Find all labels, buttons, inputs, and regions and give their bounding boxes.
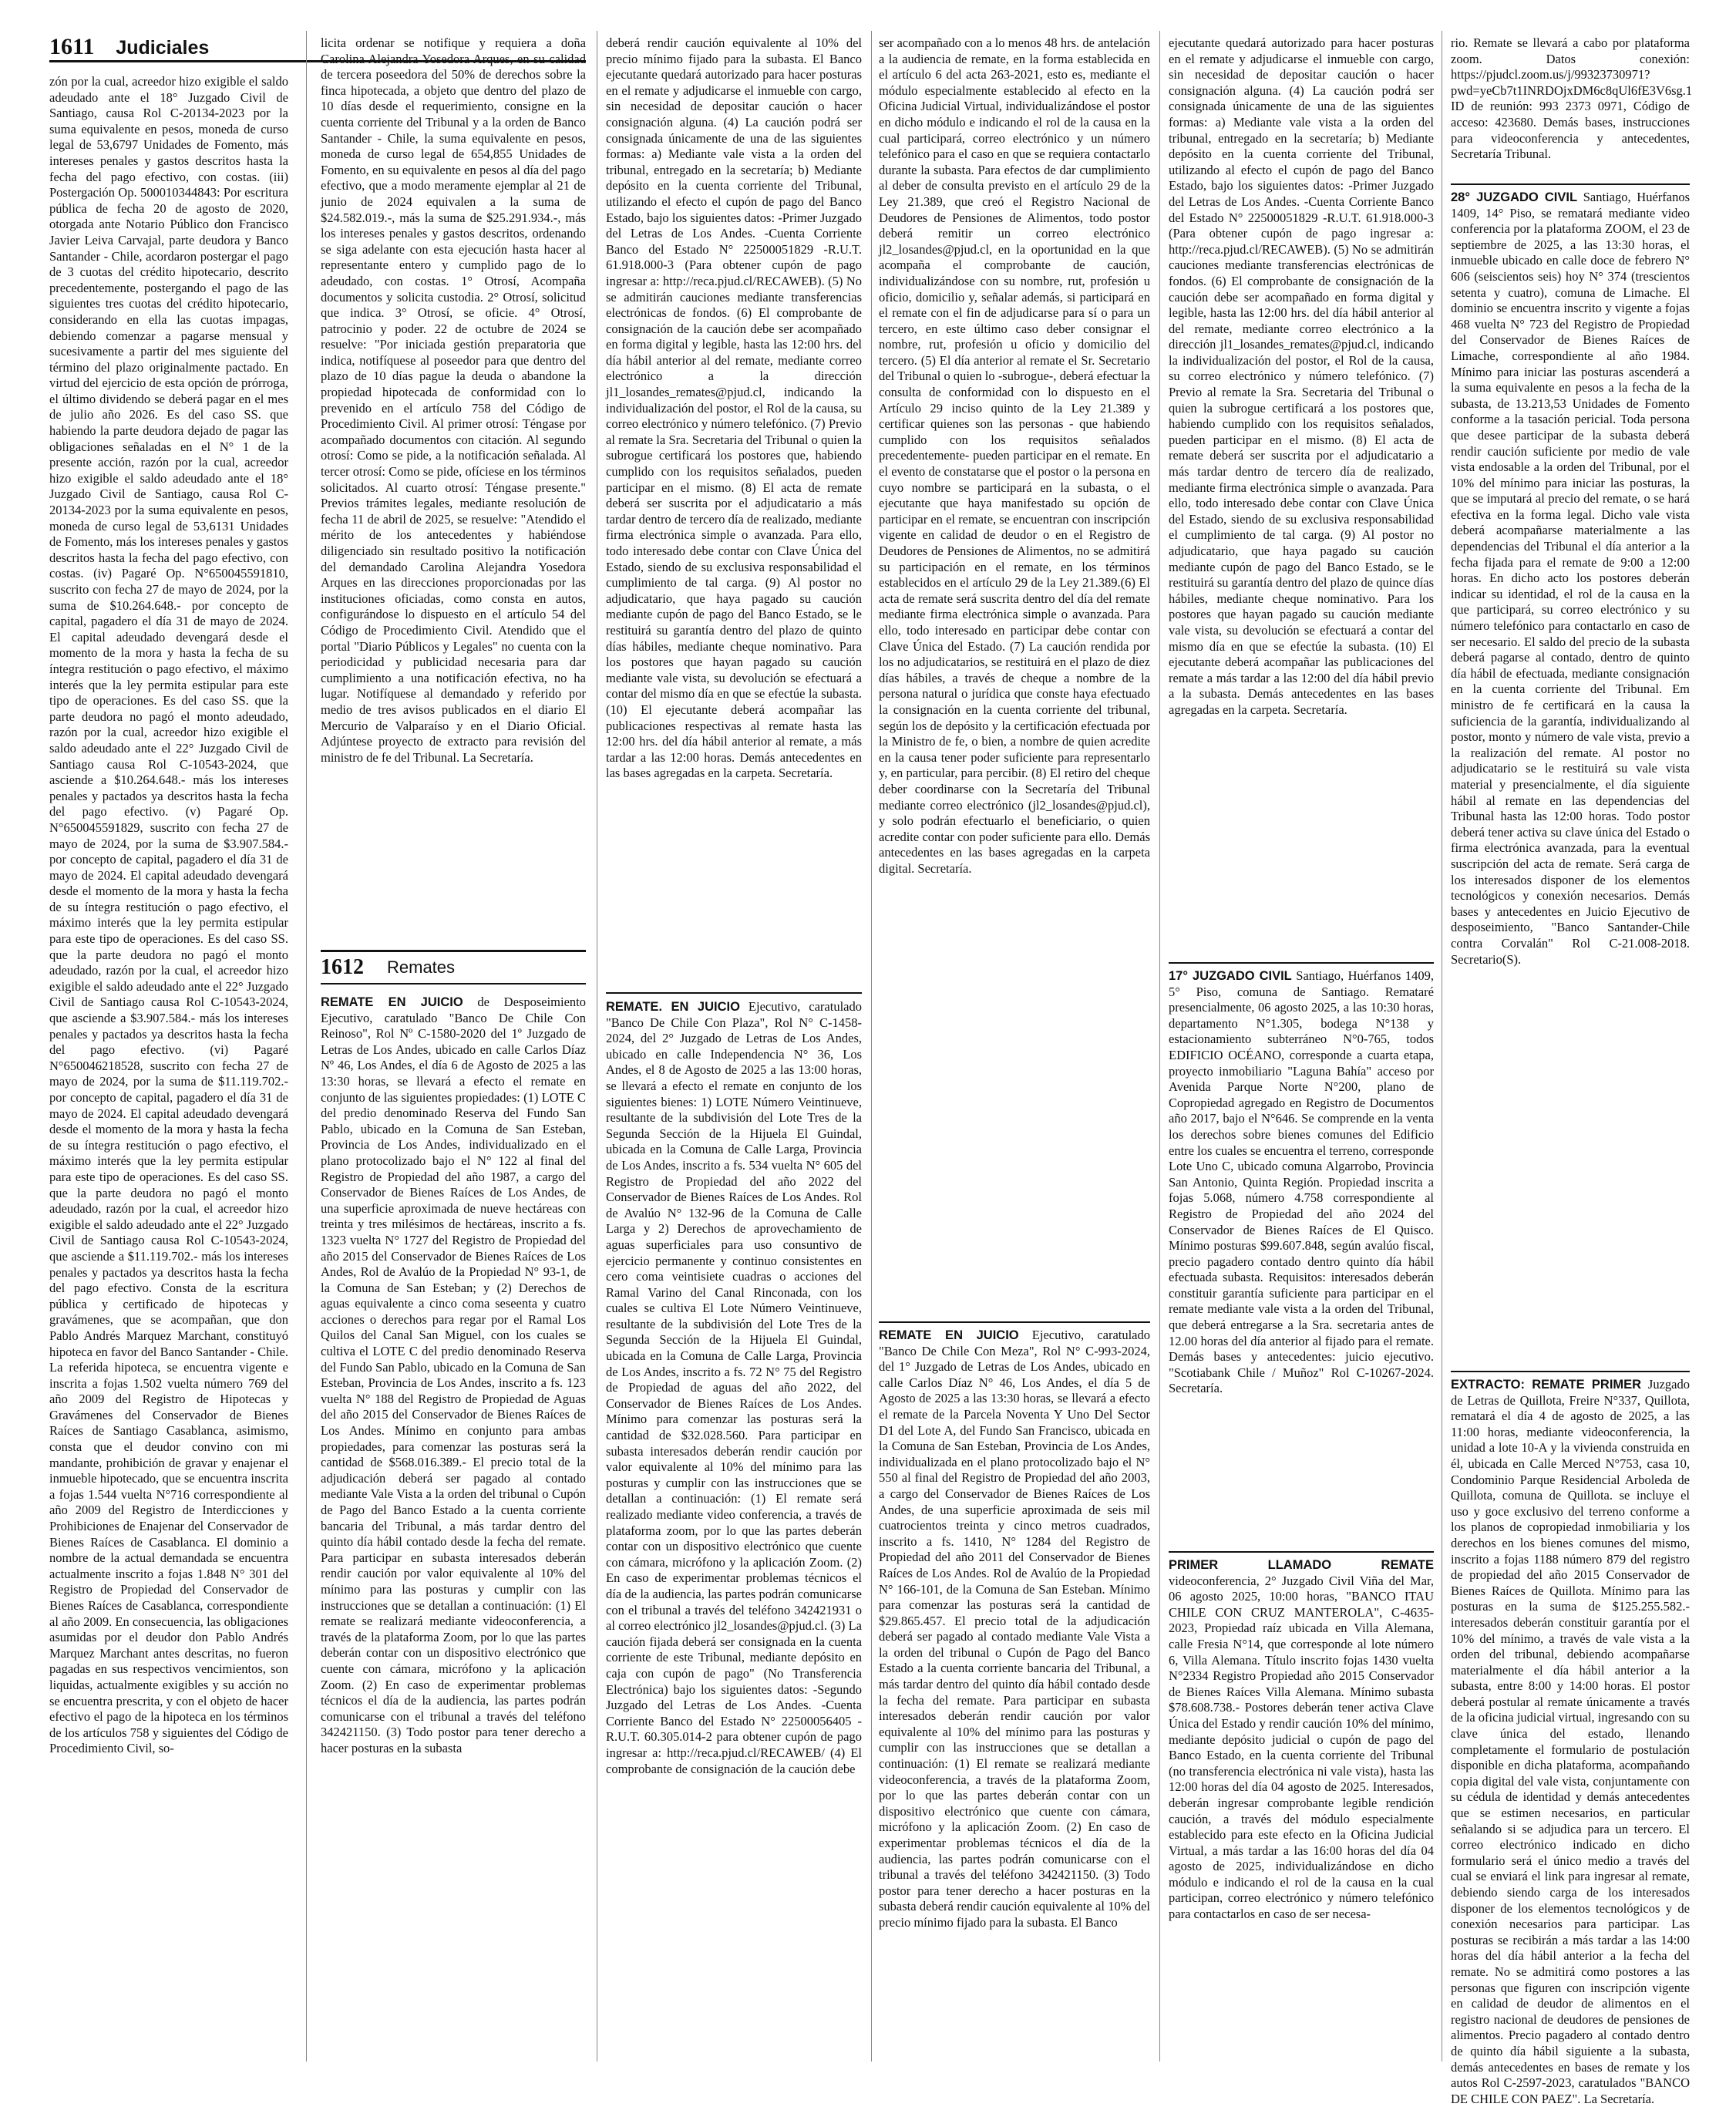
notice-28-juzgado — [1451, 190, 1690, 968]
notice-body: videoconferencia, 2° Juzgado Civil Viña del Mar, 06 agosto 2025, 10:00 horas, "BANCO ITAU CHILE CON CRUZ MANTEROLA", C-4635-2023, Propiedad raíz ubicada en Villa Alemana, calle Fresia N°14, que corresponde al lote número 6, Villa Alemana. Título inscrito fojas 1430 vuelta N°2334 Registro Propiedad año 2015 Conservador de Bienes Raíces Villa Alemana. Mínimo subasta $78.608.738.- Postores deberán tener activa Clave Única del Estado y rendir caución 10% del mínimo, mediante depósito judicial o cupón de pago del Banco Estado, en la cuenta corriente del Tribunal (no transferencia electrónica ni vale vista), hasta las 12:00 horas del día 04 agosto de 2025. Interesados, deberán ingresar comprobante legible rendición caución, a través del módulo especialmente establecido para este efecto en la Oficina Judicial Virtual, a más tardar a las 16:00 horas del día 04 agosto de 2025, individualizándose en dicho módulo e indicando el rol de la causa en la cual participan, correo electrónico y número telefónico para contactarlos en caso de ser necesa- — [1169, 1573, 1434, 1922]
notice-lead: 17° JUZGADO CIVIL — [1169, 969, 1292, 983]
notice-divider — [1451, 1371, 1690, 1372]
notice-text: deberá rendir caución equivalente al 10% del precio mínimo fijado para la subasta. El Banco ejecutante quedará autorizado para hacer posturas en el remate y adjudicarse el inmueble con cargo, sin necesidad de depositar caución o hacer consignación alguna. (4) La caución podrá ser consignada únicamente de una de las siguientes formas: a) Mediante vale vista a la orden del tribunal, entregado en la secretaría; b) Mediante depósito en la cuenta corriente del Tribunal, utilizando el efecto el cupón de pago del Banco Estado, bajo los siguientes datos: -Primer Juzgado del Letras de Los Andes. -Cuenta Corriente Banco del Estado N° 22500051829 -R.U.T. 61.918.000-3 (Para obtener cupón de pago ingresar a: http://reca.pjud.cl/RECAWEB). (5) No se admitirán cauciones mediante transferencias electrónicas de fondos. (6) El comprobante de consignación de la caución debe ser acompañado en forma digital y legible, hasta las 12:00 hrs. del día hábil anterior al del remate, mediante correo electrónico a la dirección jl1_losandes_remates@pjud.cl, indicando la individualización del postor, el Rol de la causa, su correo electrónico y número telefónico. (7) Previo al remate la Sra. Secretaria del Tribunal o quien la subrogue certificará los postores que, habiendo cumplido con los requisitos señalados, pueden participar en el mismo. (8) El acta de remate deberá ser suscrita por el adjudicatario a más tardar dentro de tercero día de realizado, mediante firma electrónica simple o avanzada. Para ello, todo interesado debe contar con Clave Única del Estado, siendo de su exclusiva responsabilidad el cumplimiento de tal carga. (9) Al postor no adjudicatario, que haya pagado su caución mediante cupón de pago del Banco Estado, se le restituirá su garantía dentro del plazo de quinto días hábiles, mediante cheque nominativo. Para los postores que hayan pagado su caución mediante vale vista, su devolución se efectuará a contar del mismo día en que se efectúe la subasta. (10) El ejecutante deberá acompañar las publicaciones respectivas al remate hasta las 12:00 hrs. del día hábil anterior al remate, a más tardar a las 12:00 horas. Demás antecedentes en las bases agregadas en la carpeta. Secretaría. — [606, 35, 862, 781]
notice-text: rio. Remate se llevará a cabo por plataforma zoom. Datos conexión: https://pjudcl.zoom.us/j/99323730971?pwd=yeCb7t1INRDOjxDM6c8qUl6fE3V6sg.1 ID de reunión: 993 2373 0971, Código de acceso: 423680. Demás bases, instrucciones para videoconferencia y antecedentes, Secretaría Tribunal. — [1451, 35, 1693, 162]
notice-divider — [1169, 962, 1434, 964]
notice-text: zón por la cual, acreedor hizo exigible el saldo adeudado ante el 18° Juzgado Civil de Santiago, causa Rol C-20134-2023 por la suma equivalente en pesos, moneda de curso legal de 53,6797 Unidades de Fomento, más intereses penales y gastos descritos hasta la fecha del pago efectivo, con costas. (iii) Postergación Op. 500010344843: Por escritura pública de fecha 20 de agosto de 2020, otorgada ante Notario Público don Francisco Javier Leiva Carvajal, parte deudora y Banco Santander - Chile, acordaron postergar el pago de 3 cuotas del crédito hipotecario, descrito precedentemente, postergando el pago de las siguientes tres cuotas del crédito hipotecario, considerando en ella las cuotas impagas, debiendo comenzar a pagarse mensual y sucesivamente a partir del mes siguiente del término del plazo originalmente pactado. En virtud del ejercicio de esta opción de prórroga, el último dividendo se deberá pagar en el mes de julio año 2026. Es del caso SS. que habiendo la parte deudora dejado de pagar las obligaciones señaladas en el N° 1 de la presente acción, razón por la cual, acreedor hizo exigible el saldo adeudado ante el 18° Juzgado Civil de Santiago, causa Rol C-20134-2023 por la suma equivalente en pesos, moneda de curso legal de 53,6131 Unidades de Fomento, más los intereses penales y gastos descritos hasta la fecha del pago efectivo, con costas. (iv) Pagaré Op. N°650045591810, suscrito con fecha 27 de mayo de 2024, por la suma de $10.264.648.- por concepto de capital, pagadero el día 31 de mayo de 2024. El capital adeudado devengará desde el momento de la mora y hasta la fecha de su íntegra restitución o pago efectivo, el máximo interés que la ley permita estipular para este tipo de operaciones. Es del caso SS. que la parte deudora no pagó el monto adeudado, razón por la cual, acreedor hizo exigible el saldo adeudado ante el 22° Juzgado Civil de Santiago causa Rol C-10543-2024, que asciende a $10.264.648.- más los intereses penales y pactados ya descritos hasta la fecha del pago efectivo. (v) Pagaré Op. N°650045591829, suscrito con fecha 27 de mayo de 2024, por la suma de $3.907.584.- por concepto de capital, pagadero el día 31 de mayo de 2024. El capital adeudado devengará desde el momento de la mora y hasta la fecha de su íntegra restitución o pago efectivo, el máximo interés que la ley permita estipular para este tipo de operaciones. Es del caso SS. que la parte deudora no pagó el monto adeudado, razón por la cual, el acreedor hizo exigible el saldo adeudado ante el 22° Juzgado Civil de Santiago causa Rol C-10543-2024, que asciende a $3.907.584.- más los intereses penales y pactados ya descritos hasta la fecha del pago efectivo. (vi) Pagaré N°650046218528, suscrito con fecha 27 de mayo de 2024, por la suma de $11.119.702.- por concepto de capital, pagadero el día 31 de mayo de 2024. El capital adeudado devengará desde el momento de la mora y hasta la fecha de su íntegra restitución o pago efectivo, el máximo interés que la ley permita estipular para este tipo de operaciones. Es del caso SS. que la parte deudora no pagó el monto adeudado, razón por la cual, el acreedor hizo exigible el saldo adeudado ante el 22° Juzgado Civil de Santiago causa Rol C-10543-2024, que asciende a $11.119.702.- más los intereses penales y pactados ya descritos hasta la fecha del pago efectivo. Consta de la escritura pública y certificado de hipotecas y gravámenes, que se acompañan, que don Pablo Andrés Marquez Marchant, constituyó hipoteca en favor del Banco Santander - Chile. La referida hipoteca, se encuentra vigente e inscrita a fojas 1.502 vuelta número 769 del año 2009 del Registro de Hipotecas y Gravámenes del Conservador de Bienes Raíces de Santiago Casablanca, asimismo, consta que el deudor convino con mi mandante, prohibición de gravar y enajenar el inmueble hipotecado, que se encuentra inscrita a fojas 1.544 vuelta N°716 correspondiente al año 2009 del Registro de Interdicciones y Prohibiciones de Enajenar del Conservador de Bienes Raíces de Casablanca. El dominio a nombre de la actual demandada se encuentra actualmente inscrito a fojas 1.848 N° 301 del Registro de Propiedad del Conservador de Bienes Raíces de Casablanca, correspondiente al año 2009. En consecuencia, las obligaciones asumidas por el deudor don Pablo Andrés Marquez Marchant antes descritas, no fueron pagadas en sus respectivos vencimientos, son liquidas, actualmente exigibles y su acción no se encuentra prescrita, y con el objeto de hacer efectivo el pago de la hipoteca en los términos de los artículos 758 y siguientes del Código de Procedimiento Civil, so- — [49, 74, 288, 1756]
notice-remate-meza — [879, 1328, 1150, 1931]
column-5 — [1169, 35, 1434, 957]
notice-lead: PRIMER LLAMADO REMATE — [1169, 1558, 1434, 1572]
page-number: 1612 — [321, 955, 364, 979]
notice-primer-llamado — [1169, 1557, 1434, 1923]
page-number: 1611 — [49, 34, 95, 59]
notice-body: Santiago, Huérfanos 1409, 14° Piso, se rematará mediante video conferencia por la plataforma ZOOM, el 23 de septiembre de 2025, a las 13:30 horas, el inmueble ubicado en calle doce de febrero N° 606 (seiscientos seis) hoy N° 374 (trescientos setenta y cuatro), comuna de Limache. El dominio se encuentra inscrito y vigente a fojas 468 vuelta N° 723 del Registro de Propiedad del Conservador de Bienes Raíces de Limache, correspondiente al año 1984. Mínimo para iniciar las posturas ascenderá a la suma equivalente en pesos a la fecha de la subasta, de 13.213,53 Unidades de Fomento conforme a la tasación pericial. Toda persona que desee participar de la subasta deberá rendir caución suficiente por medio de vale vista endosable a la orden del Tribunal, por el 10% del mínimo para iniciar las posturas, la que se imputará al precio del remate, o se hará efectiva en la forma legal. Dicho vale vista deberá acompañarse materialmente a las dependencias del Tribunal el día anterior a la fecha fijada para el remate de 9:00 a 12:00 horas. En dicho acto los postores deberán indicar su identidad, el rol de la causa en la que participará, su correo electrónico y su número telefónico para contactarlo en caso de ser necesario. El saldo del precio de la subasta deberá pagarse al contado, dentro de quinto día hábil de efectuada, mediante consignación en la cuenta corriente del Tribunal. Em ministro de fe certificará en la causa la suficiencia de la garantía, individualizando al postor, monto y número de vale vista, previo a la realización del remate. Al postor no adjudicatario se le restituirá su vale vista material y presencialmente, el día siguiente hábil al remate en las dependencias del Tribunal hasta las 12:00 horas. Todo postor deberá tener activa su clave única del Estado o firma electrónica avanzada, para la eventual suscripción del acta de remate. Será carga de los interesados disponer de los elementos tecnológicos y conexión necesarios. Demás bases y antecedentes en Juicio Ejecutivo de desposeimiento, "Banco Santander-Chile contra Corvalán" Rol C-21.008-2018. Secretario(S). — [1451, 190, 1690, 967]
notice-divider — [1169, 1551, 1434, 1553]
notice-body: Ejecutivo, caratulado "Banco De Chile Con Meza", Rol N° C-993-2024, del 1° Juzgado de Letras de Los Andes, ubicado en calle Carlos Díaz N° 46, Los Andes, el día 5 de Agosto de 2025 a las 13:30 horas, se llevará a efecto el remate de la Parcela Noventa Y Uno Del Sector D1 del Lote A, del Fundo San Francisco, ubicada en la Comuna de San Esteban, Provincia de Los Andes, individualizada en el plano protocolizado bajo el N° 550 al final del Registro de Propiedad del año 2003, a cargo del Conservador de Bienes Raíces de Los Andes, de una superficie aproximada de seis mil cuatrocientos treinta y cinco metros cuadrados, inscrito a fs. 1410, N° 1284 del Registro de Propiedad del año 2011 del Conservador de Bienes Raíces de Los Andes. Rol de Avalúo de la Propiedad N° 166-101, de la Comuna de San Esteban. Mínimo para comenzar las posturas será la cantidad de $29.865.457. El precio total de la adjudicación deberá ser pagado al contado mediante Vale Vista a la orden del tribunal o Cupón de Pago del Banco Estado a la cuenta corriente bancaria del Tribunal, a más tardar dentro del quinto día hábil contado desde la fecha del remate. Para participar en subasta interesados deberán rendir caución por valor equivalente al 10% del mínimo para las posturas y cumplir con las instrucciones que se detallan a continuación: (1) El remate se realizará mediante videoconferencia, a través de la plataforma Zoom, por lo que las partes deberán contar con un dispositivo electrónico que cuente con cámara, micrófono y la aplicación Zoom. (2) En caso de experimentar problemas técnicos el día de la audiencia, las partes podrán comunicarse con el tribunal a través del teléfono 342421150. (3) Todo postor para tener derecho a hacer posturas en la subasta deberá rendir caución equivalente al 10% del precio mínimo fijado para la subasta. El Banco — [879, 1328, 1151, 1930]
notice-body: de Desposeimiento Ejecutivo, caratulado "Banco De Chile Con Reinoso", Rol Nº C-1580-2020 del 1º Juzgado de Letras de Los Andes, ubicado en calle Carlos Díaz Nº 46, Los Andes, el día 6 de Agosto de 2025 a las 13:30 horas, se llevará a efecto el remate en conjunto de las siguientes propiedades: (1) LOTE C del predio denominado Reserva del Fundo San Pablo, ubicado en la Comuna de San Esteban, Provincia de Los Andes, individualizado en el plano protocolizado bajo el N° 122 al final del Registro de Propiedad del año 1987, a cargo del Conservador de Bienes Raíces de Los Andes, de una superficie aproximada de nueve hectáreas con treinta y tres milésimos de hectáreas, inscrito a fs. 1323 vuelta N° 1727 del Registro de Propiedad del año 2015 del Conservador de Bienes Raíces de Los Andes, Rol de Avalúo de la Propiedad N° 93-1, de la Comuna de San Esteban; y (2) Derechos de aguas equivalente a cinco coma seseenta y cuatro acciones o derechos para regar por el Ramal Los Quilos del Canal San Miguel, con los cuales se cultiva el LOTE C del predio denominado Reserva del Fundo San Pablo, ubicado en la Comuna de San Esteban, Provincia de Los Andes, inscrito a fs. 123 vuelta N° 188 del Registro de Propiedad de Aguas del año 2015 del Conservador de Bienes Raíces de Los Andes. Mínimo en conjunto para ambas propiedades, para comenzar las posturas será la cantidad de $568.016.389.- El precio total de la adjudicación deberá ser pagado al contado mediante Vale Vista a la orden del tribunal o Cupón de Pago del Banco Estado a la cuenta corriente bancaria del Tribunal, a más tardar dentro del quinto día hábil contado desde la fecha del remate. Para participar en subasta interesados deberán rendir caución por valor equivalente al 10% del mínimo para las posturas y cumplir con las instrucciones que se detallan a continuación: (1) El remate se realizará mediante videoconferencia, a través de la plataforma Zoom, por lo que las partes deberán contar con un dispositivo electrónico que cuente con cámara, micrófono y la aplicación Zoom. (2) En caso de experimentar problemas técnicos el día de la audiencia, las partes podrán comunicarse con el tribunal a través del teléfono 342421150. (3) Todo postor para tener derecho a hacer posturas en la subasta — [321, 995, 586, 1755]
notice-lead: REMATE EN JUICIO — [879, 1328, 1019, 1342]
column-3-remate-plaza — [606, 999, 862, 2062]
notice-text: ser acompañado con a lo menos 48 hrs. de antelación a la audiencia de remate, en la forma establecida en el artículo 6 del acta 263-2021, esto es, mediante el módulo especialmente establecido al efecto en la Oficina Judicial Virtual, individualizándose el postor en dicho módulo e indicando el rol de la causa en la cual participará, correo electrónico y un número telefónico para el caso en que se requiera contactarlo durante la subasta. Para efectos de dar cumplimiento al deber de consulta previsto en el artículo 29 de la Ley 21.389, que creó el Registro Nacional de Deudores de Pensiones de Alimentos, todo postor deberá remitir un correo electrónico jl2_losandes@pjud.cl, en la oportunidad en la que acompaña el comprobante de caución, individualizándose con su nombre, rut, profesión u oficio, domicilio y, señalar además, si participará en el remate con el fin de adjudicarse para sí o para un tercero, en este último caso deber consignar el nombre, rut, profesión u oficio y domicilio del tercero. (5) El día anterior al remate el Sr. Secretario del Tribunal o quien lo -subrogue-, deberá efectuar la consulta de conformidad con lo dispuesto en el Artículo 29 inciso quinto de la Ley 21.389 y certificar quienes son las personas - que habiendo cumplido con los requisitos señalados precedentemente- pueden participar en el remate. En el evento de constatarse que el postor o la persona en cuyo nombre se participará en la subasta, o el ejecutante que haya manifestado su opción de participar en el remate, se encuentran con inscripción vigente en calidad de deudor o en el Registro de Deudores de Pensiones de Alimentos, no se admitirá su participación en el remate, en los términos establecidos en el artículo 29 de la Ley 21.389.(6) El acta de remate será suscrita dentro del día del remate mediante firma electrónica simple o avanzada. Para ello, todo interesado en participar debe contar con Clave Única del Estado. (7) La caución rendida por los no adjudicatarios, se restituirá en el plazo de diez días hábiles, a través de cheque a nombre de la persona natural o jurídica que conste haya efectuado la consignación en la cuenta corriente del tribunal, según los de depósito y la certificación efectuada por la Ministro de fe, o bien, a nombre de quien acredite en la causa tener poder suficiente para representarlo y, en particular, para percibir. (8) El retiro del cheque deber coordinarse con la Secretaría del Tribunal mediante correo electrónico (jl2_losandes@pjud.cl), y solo podrán efectuarlo el beneficiario, o quien acredite contar con poder suficiente para ello. Demás antecedentes en las bases agregadas en la carpeta digital. Secretaría. — [879, 35, 1150, 876]
column-5-primer-llamado — [1169, 1557, 1434, 2062]
notice-remate-plaza — [606, 999, 862, 1777]
column-1 — [49, 74, 288, 2062]
notice-lead: 28° JUZGADO CIVIL — [1451, 190, 1578, 204]
column-divider — [1159, 31, 1160, 2062]
notice-remate-reinoso — [321, 995, 586, 1757]
section-title: Remates — [387, 958, 456, 977]
column-2-remates — [321, 995, 586, 2062]
notice-lead: EXTRACTO: REMATE PRIMER — [1451, 1378, 1642, 1392]
notice-text: ejecutante quedará autorizado para hacer posturas en el remate y adjudicarse el inmueble con cargo, sin necesidad de depositar caución o hacer consignación alguna. (4) La caución podrá ser consignada únicamente de una de las siguientes formas: a) Mediante vale vista a la orden del tribunal, entregado en la secretaría; b) Mediante depósito en la cuenta corriente del Tribunal, utilizando al efecto el cupón de pago del Banco Estado, bajo los siguientes datos: -Primer Juzgado del Letras de Los Andes. -Cuenta Corriente Banco del Estado N° 22500051829 -R.U.T. 61.918.000-3 (Para obtener cupón de pago ingresar a: http://reca.pjud.cl/RECAWEB). (5) No se admitirán cauciones mediante transferencias electrónicas de fondos. (6) El comprobante de consignación de la caución debe ser acompañado en forma digital y legible, hasta las 12:00 hrs. del día hábil anterior al del remate, mediante correo electrónico a la dirección jl1_losandes_remates@pjud.cl, indicando la individualización del postor, el Rol de la causa, su correo electrónico y número telefónico. (7) Previo al remate la Sra. Secretaria del Tribunal o quien la subrogue certificará a los postores que, habiendo cumplido con los requisitos señalados, pueden participar en el mismo. (8) El acta de remate deberá ser suscrita por el adjudicatario a más tardar dentro de tercero día de realizado, mediante firma electrónica simple o avanzada. Para ello, todo interesado debe contar con Clave Única del Estado, siendo de su exclusiva responsabilidad el cumplimiento de tal carga. (9) Al postor no adjudicatario, que haya pagado su caución mediante cupón de pago del Banco Estado, se le restituirá su garantía dentro del plazo de quince días hábiles, mediante cheque nominativo. Para los postores que hayan pagado su caución mediante vale vista, su devolución se efectuará a contar del mismo día en que se efectúe la subasta. (10) El ejecutante deberá acompañar las publicaciones del remate a más tardar a las 12:00 del día hábil previo a la subasta. Demás antecedentes en las bases agregadas en la carpeta. Secretaría. — [1169, 35, 1434, 717]
notice-divider — [606, 992, 862, 994]
column-4 — [879, 35, 1150, 1315]
notice-divider — [879, 1321, 1150, 1323]
section-header-remates — [321, 950, 586, 985]
notice-divider — [1451, 183, 1690, 185]
column-5-17-juzgado — [1169, 968, 1434, 1539]
column-divider — [306, 31, 307, 2062]
column-6-28-juzgado — [1451, 190, 1690, 1361]
notice-lead: REMATE EN JUICIO — [321, 995, 463, 1009]
column-6 — [1451, 35, 1693, 182]
notice-text: licita ordenar se notifique y requiera a doña Carolina Alejandra Yosedora Arques, en su calidad de tercera poseedora del 50% de derechos sobre la finca hipotecada, a objeto que dentro del plazo de 10 días desde el requerimiento, consigne en la cuenta corriente del Tribunal y a la orden de Banco Santander - Chile, la suma equivalente en pesos, moneda de curso legal de 654,855 Unidades de Fomento, en su equivalente en pesos al día del pago efectivo, que a modo meramente ejemplar al 21 de junio de 2024 equivalen a la suma de $24.582.019.-, más la suma de $25.291.934.-, más los intereses penales y gastos descritos, ordenando se siga adelante con esta ejecución hasta hacer al representante entero y cumplido pago de lo adeudado, con costas. 1° Otrosí, Acompaña documentos y solicita custodia. 2° Otrosí, solicitud que indica. 3° Otrosí, se oficie. 4° Otrosí, patrocinio y poder. 22 de octubre de 2024 se resuelve: "Por iniciada gestión preparatoria que indica, notifíquese al poseedor para que dentro del plazo de 10 días pague la deuda o abandone la propiedad hipotecada de conformidad con lo prevenido en el artículo 758 del Código de Procedimiento Civil. Al primer otrosí: Téngase por acompañado documentos con citación. Al segundo otrosí: Como se pide, a la notificación señalada. Al tercer otrosí: Como se pide, ofíciese en los términos solicitados. Al cuarto otrosí: Téngase presente." Previos trámites legales, mediante resolución de fecha 11 de abril de 2025, se resuelve: "Atendido el mérito de los antecedentes y habiéndose diligenciado sin resultado positivo la notificación del demandado Carolina Alejandra Yosedora Arques en las direcciones proporcionadas por las instituciones oficiadas, como consta en autos, configurándose lo dispuesto en el artículo 54 del Código de Procedimiento Civil. Atendido que el portal "Diario Públicos y Legales" no cuenta con la periodicidad y publicidad necesaria para dar cumplimiento a una notificación efectiva, no ha lugar. Notifíquese al demandado y referido por medio de tres avisos publicados en el diario El Mercurio de Valparaíso y en el Diario Oficial. Adjúntese proyecto de extracto para revisión del ministro de fe del Tribunal. La Secretaría. — [321, 35, 586, 765]
column-divider — [871, 31, 872, 2062]
column-4-remate-meza — [879, 1328, 1150, 2062]
notice-quillota — [1451, 1377, 1690, 2107]
notice-body: Ejecutivo, caratulado "Banco De Chile Con Plaza", Rol N° C-1458-2024, del 2° Juzgado de Letras de Los Andes, ubicado en calle Independencia N° 36, Los Andes, el 8 de Agosto de 2025 a las 13:00 horas, se llevará a efecto el remate en conjunto de los siguientes bienes: 1) LOTE Número Veintinueve, resultante de la subdivisión del Lote Tres de la Segunda Sección de la Hijuela El Guindal, ubicada en la Comuna de Calle Larga, Provincia de Los Andes, inscrito a fs. 534 vuelta N° 605 del Registro de Propiedad del año 2022 del Conservador de Bienes Raíces de Los Andes. Rol de Avalúo N° 132-96 de la Comuna de Calle Larga y 2) Derechos de aprovechamiento de aguas superficiales para uso consuntivo de ejercicio permanente y continuo consistentes en cero coma veintisiete cuadras o acciones del Ramal Varino del Canal Rinconada, con los cuales se cultiva El Lote Número Veintinueve, resultante de la subdivisión del Lote Tres de la Segunda Sección de la Hijuela El Guindal, ubicada en la Comuna de Calle Larga, Provincia de Los Andes, inscrito a fs. 72 N° 75 del Registro de Propiedad de aguas del año 2022, del Conservador de Bienes Raíces de Los Andes. Mínimo para comenzar las posturas será la cantidad de $32.028.560. Para participar en subasta interesados deberán rendir caución por valor equivalente al 10% del mínimo para las posturas y cumplir con las instrucciones que se detallan a continuación: (1) El remate será realizado mediante video conferencia, a través de plataforma zoom, por lo que las partes deberán contar con un dispositivo electrónico que cuente con cámara, micrófono y la aplicación Zoom. (2) En caso de experimentar problemas técnicos el día de la audiencia, las partes podrán comunicarse con el tribunal a través del teléfono 342421931 o al correo electrónico jl2_losandes@pjud.cl. (3) La caución fijada deberá ser consignada en la cuenta corriente de este Tribunal, mediante depósito en caja con cupón de pago" (No Transferencia Electrónica) bajo los siguientes datos: -Segundo Juzgado del Letras de Los Andes. -Cuenta Corriente Banco del Estado N° 22500056405 - R.U.T. 60.305.014-2 para obtener cupón de pago ingresar a: http://reca.pjud.cl/RECAWEB/ (4) El comprobante de consignación de la caución debe — [606, 999, 862, 1776]
notice-body: Juzgado de Letras de Quillota, Freire N°337, Quillota, rematará el día 4 de agosto de 2025, a las 11:00 horas, mediante videoconferencia, la unidad a lote 10-A y la vivienda construida en él, ubicada en Calle Merced N°753, casa 10, Condominio Parque Residencial Arboleda de Quillota, comuna de Quillota. se incluye el uso y goce exclusivo del terreno conforme a los planos de copropiedad inmobiliaria y los derechos en los bienes comunes del mismo, inscrito a fojas 1188 número 879 del registro de propiedad del año 2015 Conservador de Bienes Raíces de Quillota. Mínimo para las posturas en la suma de $125.255.582.- interesados deberán constituir garantía por el 10% del mínimo, a través de vale vista a la orden del tribunal, debiendo acompañarse materialmente el día hábil anterior a la subasta, entre 8:00 y 14:00 horas. El postor deberá postular al remate únicamente a través de la oficina judicial virtual, ingresando con su clave única del estado, llenando completamente el formulario de postulación disponible en dicha plataforma, acompañando copia digital del vale vista, conjuntamente con su cédula de identidad y demás antecedentes que se estimen necesarios, en particular señalando si se adjudica para un tercero. El correo electrónico indicado en dicho formulario será el único medio a través del cual se enviará el link para ingresar al remate, debiendo siendo carga de los interesados disponer de los elementos tecnológicos y de conexión necesarios para participar. Las posturas se recibirán a más tardar a las 14:00 horas del día hábil anterior a la fecha del remate. No se admitirá como postores a las personas que figuren con inscripción vigente en calidad de deudor de alimentos en el registro nacional de deudores de pensiones de alimentos. Precio pagadero al contado dentro de quinto día hábil siguiente a la subasta, demás antecedentes en bases de remate y los autos Rol C-2597-2023, caratulados "BANCO DE CHILE CON PAEZ". La Secretaría. — [1451, 1377, 1690, 2106]
column-3 — [606, 35, 862, 988]
column-6-quillota — [1451, 1377, 1690, 2106]
column-2 — [321, 35, 586, 945]
notice-17-juzgado — [1169, 968, 1434, 1397]
notice-body: Santiago, Huérfanos 1409, 5° Piso, comuna de Santiago. Remataré presencialmente, 06 agosto 2025, a las 10:30 horas, departamento N°1.305, bodega N°138 y estacionamiento subterráneo N°0-765, todos EDIFICIO OCÉANO, corresponde a cuarta etapa, proyecto inmobiliario "Laguna Bahía" acceso por Avenida Parque Norte N°200, plano de Copropiedad agregado en Registro de Documentos año 2017, bajo el N°646. Se comprende en la venta los derechos sobre bienes comunes del Edificio entre los cuales se encuentra el terreno, corresponde Lote Uno C, ubicado comuna Algarrobo, Provincia San Antonio, Quinta Región. Propiedad inscrita a fojas 5.068, número 4.758 correspondiente al Registro de Propiedad del año 2024 del Conservador de Bienes Raíces de El Quisco. Mínimo posturas $99.607.848, según avalúo fiscal, precio pagadero contado dentro quinto día hábil efectuada subasta. Requisitos: interesados deberán constituir garantía suficiente para participar en el remate mediante vale vista a la orden del Tribunal, que deberá entregarse a la Sra. secretaria antes de 12.00 horas del día anterior al fijado para el remate. Demás bases y antecedentes: juicio ejecutivo. "Scotiabank Chile / Muñoz" Rol C-10267-2024. Secretaría. — [1169, 968, 1435, 1396]
section-title: Judiciales — [116, 37, 210, 59]
notice-lead: REMATE. EN JUICIO — [606, 1000, 740, 1014]
